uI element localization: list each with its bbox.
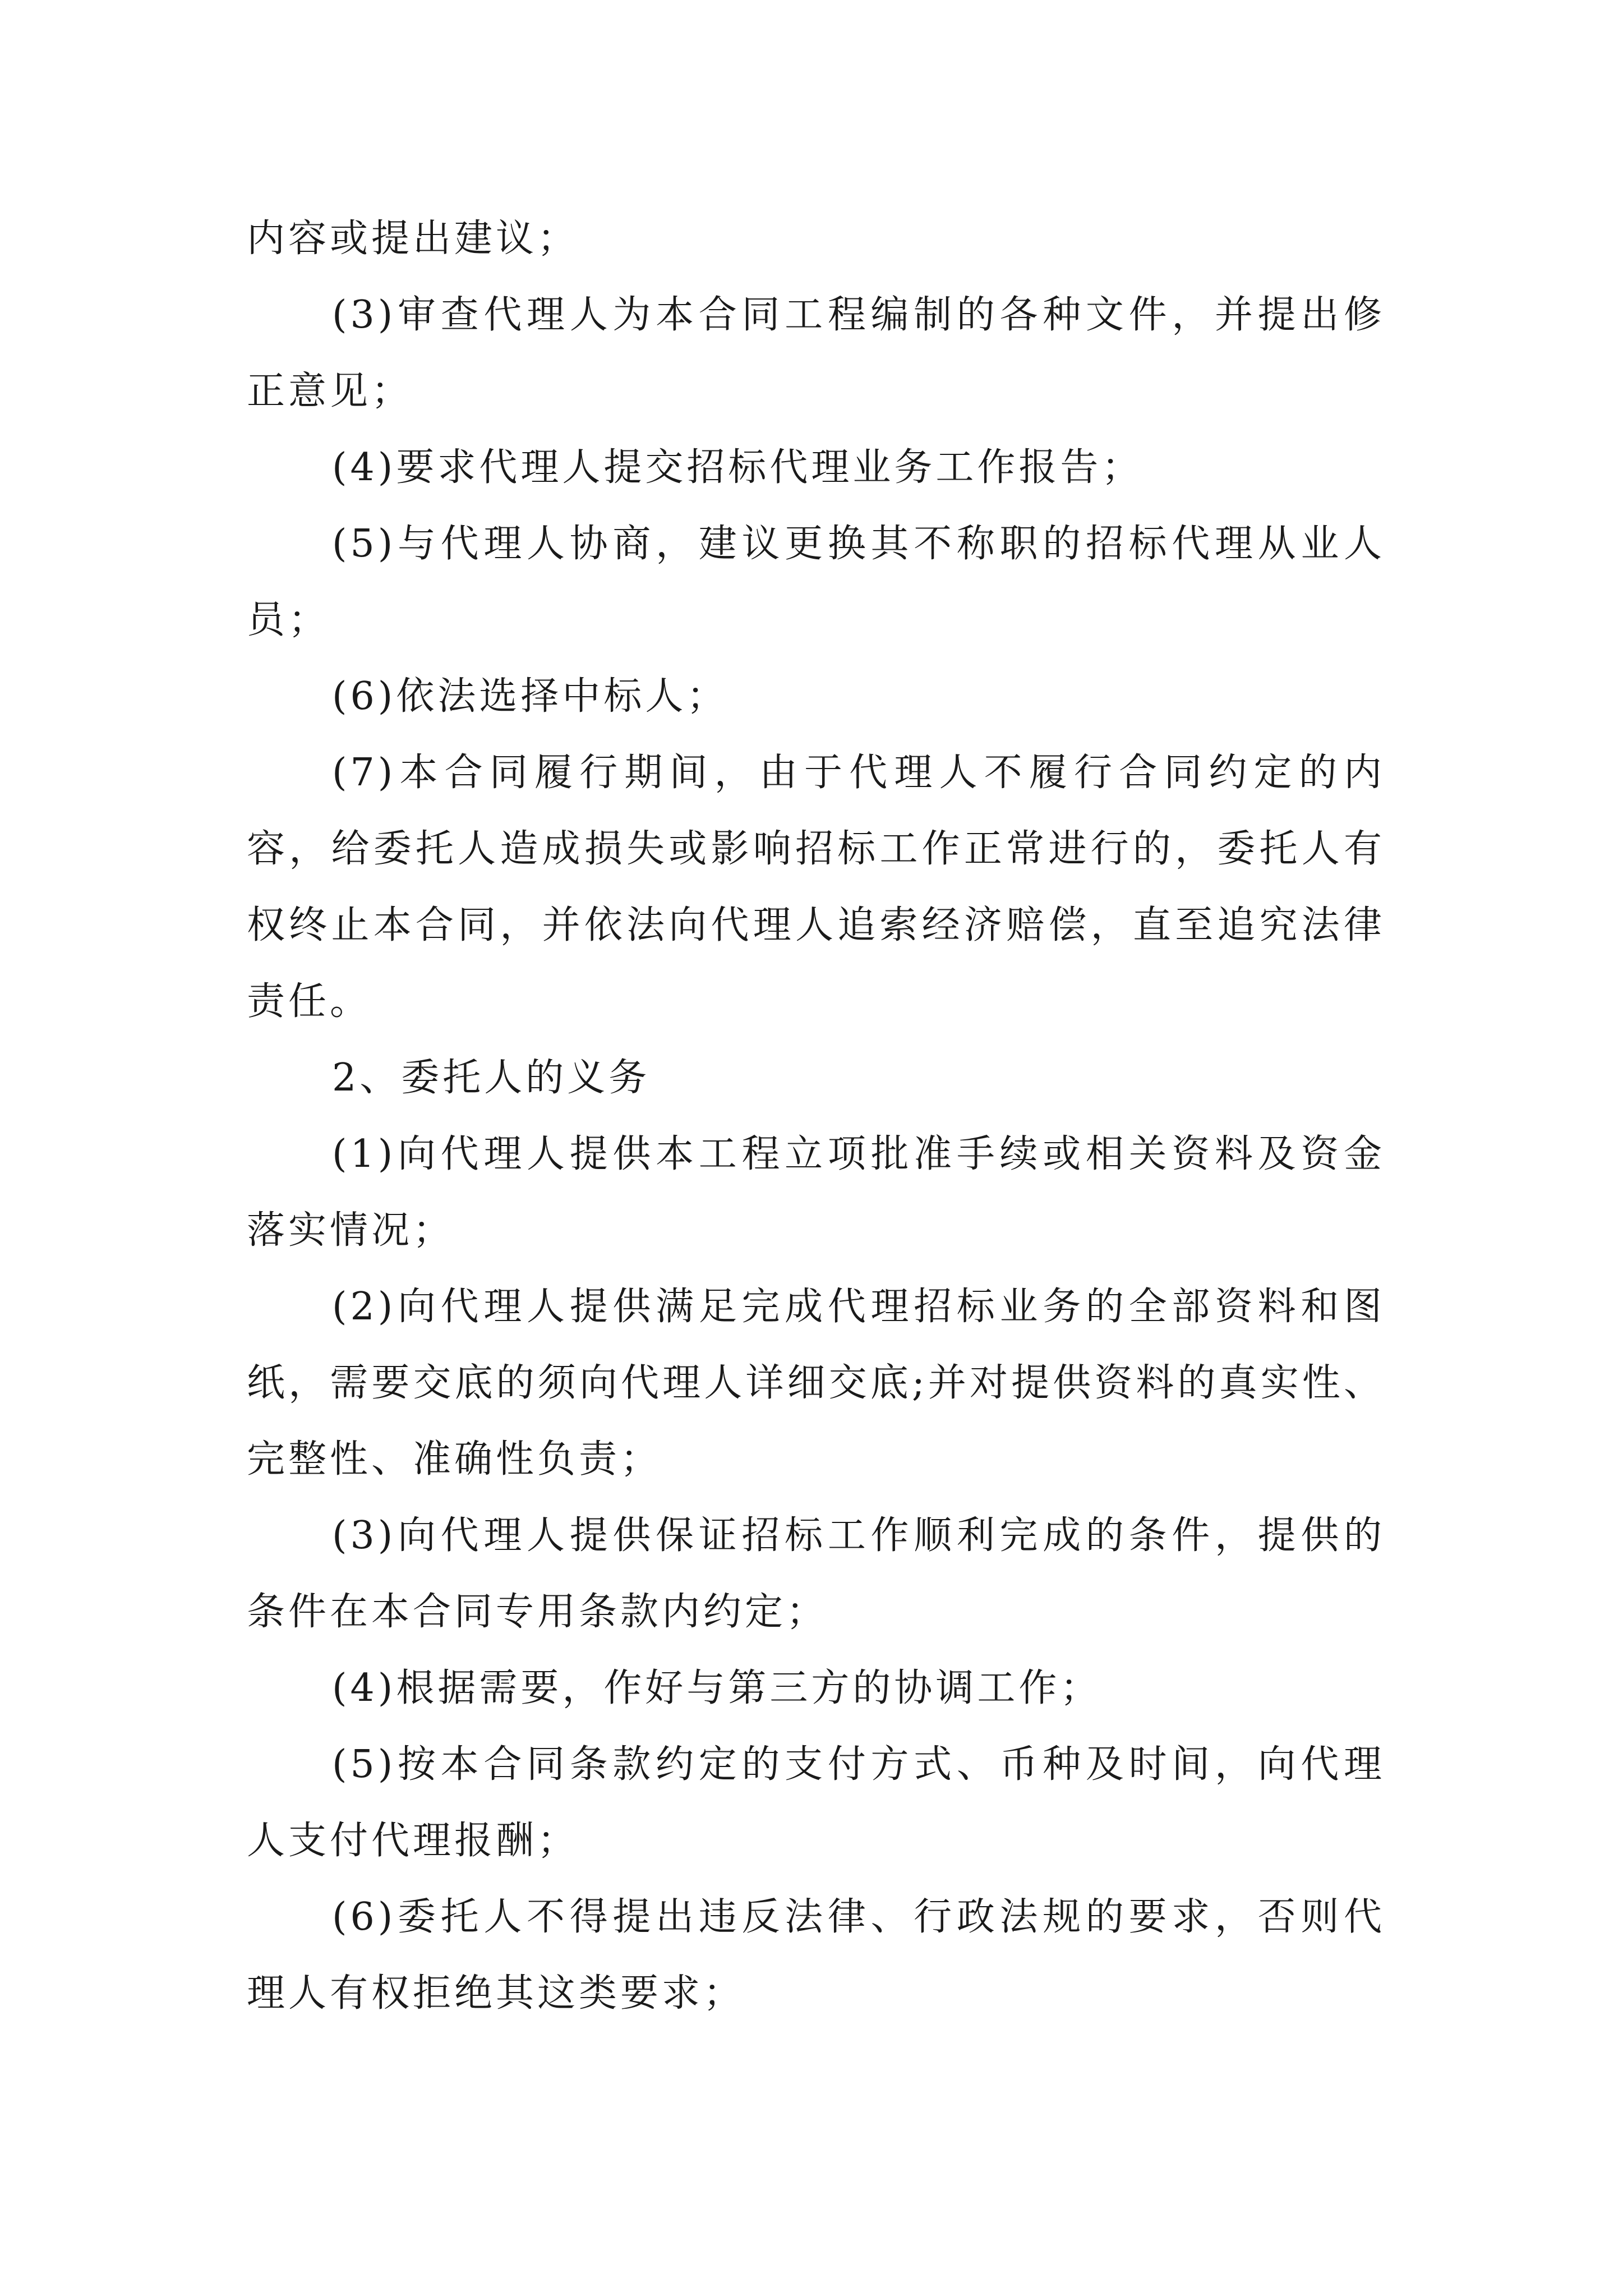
paragraph-obligation-2: (2)向代理人提供满足完成代理招标业务的全部资料和图纸，需要交底的须向代理人详细交底;并对提供资料的真实性、完整性、准确性负责；	[247, 1285, 1385, 1481]
document-body	[247, 201, 1385, 2032]
paragraph-item-3-review-documents: (3)审查代理人为本合同工程编制的各种文件，并提出修正意见；	[247, 293, 1385, 413]
paragraph-obligation-1: (1)向代理人提供本工程立项批准手续或相关资料及资金落实情况；	[247, 1132, 1385, 1253]
paragraph-obligation-4: (4)根据需要，作好与第三方的协调工作；	[332, 1666, 1102, 1710]
section-heading-obligations: 2、委托人的义务	[332, 1056, 651, 1100]
paragraph-continuation: 内容或提出建议；	[247, 217, 579, 261]
paragraph-item-7-termination: (7)本合同履行期间，由于代理人不履行合同约定的内容，给委托人造成损失或影响招标工作正常进行的，委托人有权终止本合同，并依法向代理人追索经济赔偿，直至追究法律责任。	[247, 751, 1385, 1024]
paragraph-obligation-6: (6)委托人不得提出违反法律、行政法规的要求，否则代理人有权拒绝其这类要求；	[247, 1895, 1385, 2016]
paragraph-item-5-replace-staff: (5)与代理人协商，建议更换其不称职的招标代理从业人员；	[247, 522, 1385, 642]
paragraph-obligation-3: (3)向代理人提供保证招标工作顺利完成的条件，提供的条件在本合同专用条款内约定；	[247, 1513, 1385, 1634]
paragraph-obligation-5: (5)按本合同条款约定的支付方式、币种及时间，向代理人支付代理报酬；	[247, 1742, 1385, 1863]
paragraph-item-4-request-report: (4)要求代理人提交招标代理业务工作报告；	[332, 445, 1144, 490]
paragraph-item-6-select-bidder: (6)依法选择中标人；	[332, 674, 728, 719]
